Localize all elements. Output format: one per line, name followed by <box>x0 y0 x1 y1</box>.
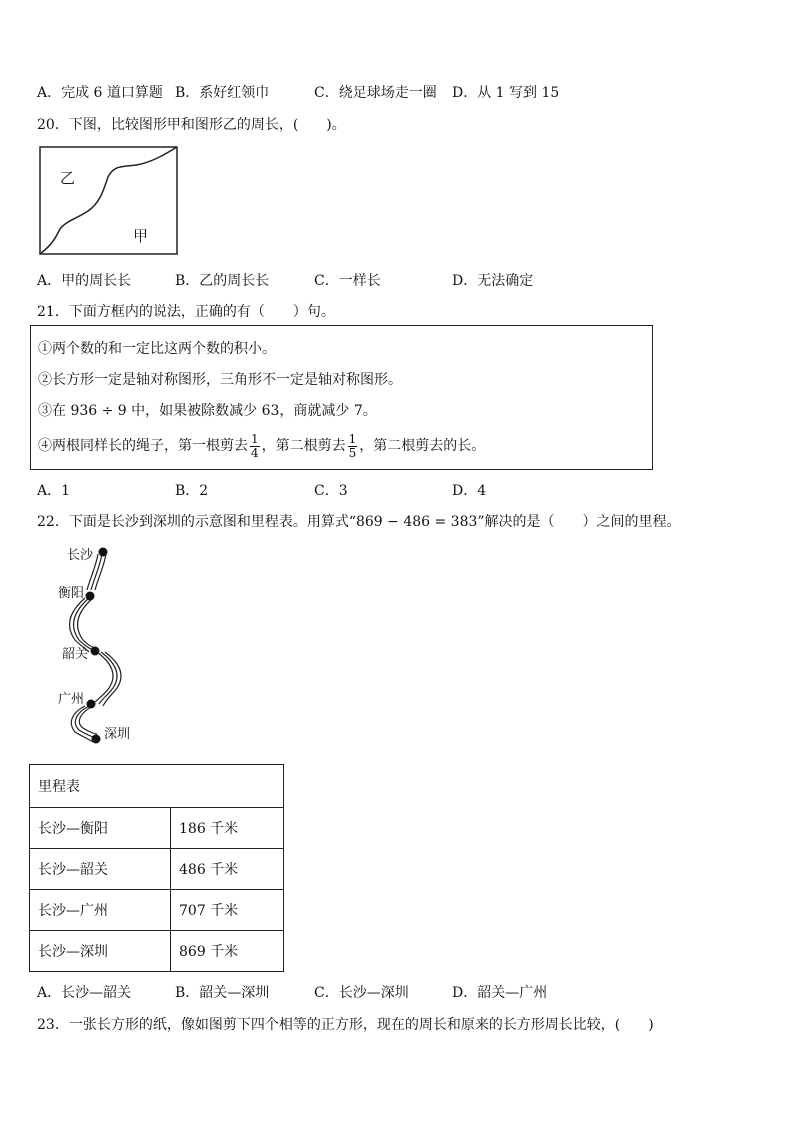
q21-stem: 21．下面方框内的说法，正确的有（ ）句。 <box>37 304 335 320</box>
fraction-numerator: 1 <box>251 431 259 446</box>
q22-option-a: A．长沙—韶关 <box>37 985 132 1001</box>
q20-option-d: D．无法确定 <box>452 273 534 289</box>
fraction-denominator: 5 <box>348 445 357 460</box>
route-cell: 长沙—深圳 <box>30 931 171 972</box>
q21-fraction-one-fourth <box>250 433 260 460</box>
q22-option-c: C．长沙—深圳 <box>314 985 409 1001</box>
q21-s4-part-b: ，第二根剪去 <box>261 438 346 454</box>
map-label-guangzhou: 广州 <box>58 692 85 707</box>
table-row <box>30 808 284 849</box>
map-label-shaoguan: 韶关 <box>62 647 89 662</box>
q21-fraction-one-fifth <box>348 433 358 460</box>
guangzhou-dot <box>87 700 96 709</box>
distance-cell: 186 千米 <box>171 808 284 849</box>
q21-statement-1: ①两个数的和一定比这两个数的积小。 <box>38 341 276 357</box>
route-cell: 长沙—韶关 <box>30 849 171 890</box>
q22-stem: 22．下面是长沙到深圳的示意图和里程表。用算式“869 − 486 = 383”解决的是（ ）之间的里程。 <box>37 514 681 530</box>
distance-cell: 707 千米 <box>171 890 284 931</box>
q20-option-c: C．一样长 <box>314 273 381 289</box>
q19-option-b: B．系好红领巾 <box>175 85 270 101</box>
q22-option-b: B．韶关—深圳 <box>175 985 270 1001</box>
q20-label-jia: 甲 <box>133 227 149 245</box>
fraction-numerator: 1 <box>348 431 357 446</box>
q21-option-c: C．3 <box>314 483 348 499</box>
q19-option-c: C．绕足球场走一圈 <box>314 85 437 101</box>
q21-option-a: A．1 <box>37 483 71 499</box>
q20-option-b: B．乙的周长长 <box>175 273 270 289</box>
q23-stem: 23．一张长方形的纸，像如图剪下四个相等的正方形，现在的周长和原来的长方形周长比较，( ) <box>37 1017 654 1033</box>
table-row <box>30 849 284 890</box>
q21-s4-part-a: ④两根同样长的绳子，第一根剪去 <box>38 438 248 454</box>
changsha-dot <box>99 548 108 557</box>
q21-option-d: D．4 <box>452 483 487 499</box>
q20-dividing-curve <box>41 147 177 253</box>
q20-figure <box>38 145 180 257</box>
map-label-changsha: 长沙 <box>67 548 94 563</box>
q21-statement-4 <box>38 426 485 466</box>
q21-statement-3: ③在 936 ÷ 9 中，如果被除数减少 63，商就减少 7。 <box>38 403 377 419</box>
fraction-denominator: 4 <box>251 445 259 460</box>
q21-option-b: B．2 <box>175 483 209 499</box>
map-label-hengyang: 衡阳 <box>58 586 85 601</box>
q21-s4-part-c: ，第二根剪去的长。 <box>359 438 486 454</box>
shaoguan-dot <box>91 647 100 656</box>
route-cell: 长沙—广州 <box>30 890 171 931</box>
q20-option-a: A．甲的周长长 <box>37 273 132 289</box>
distance-cell: 486 千米 <box>171 849 284 890</box>
hengyang-dot <box>86 592 95 601</box>
distance-cell: 869 千米 <box>171 931 284 972</box>
table-title: 里程表 <box>30 765 284 808</box>
route-cell: 长沙—衡阳 <box>30 808 171 849</box>
map-label-shenzhen: 深圳 <box>104 727 131 742</box>
q19-option-a: A．完成 6 道口算题 <box>37 85 163 101</box>
q20-label-yi: 乙 <box>60 169 76 187</box>
table-row <box>30 931 284 972</box>
q22-mileage-table <box>29 764 284 972</box>
shenzhen-dot <box>92 735 101 744</box>
q21-statement-2: ②长方形一定是轴对称图形，三角形不一定是轴对称图形。 <box>38 372 402 388</box>
q20-rectangle <box>40 147 177 254</box>
q19-option-d: D．从 1 写到 15 <box>452 85 560 101</box>
q20-stem: 20．下图，比较图形甲和图形乙的周长，( )。 <box>37 117 346 133</box>
q22-option-d: D．韶关—广州 <box>452 985 548 1001</box>
table-row <box>30 890 284 931</box>
table-title-row <box>30 765 284 808</box>
